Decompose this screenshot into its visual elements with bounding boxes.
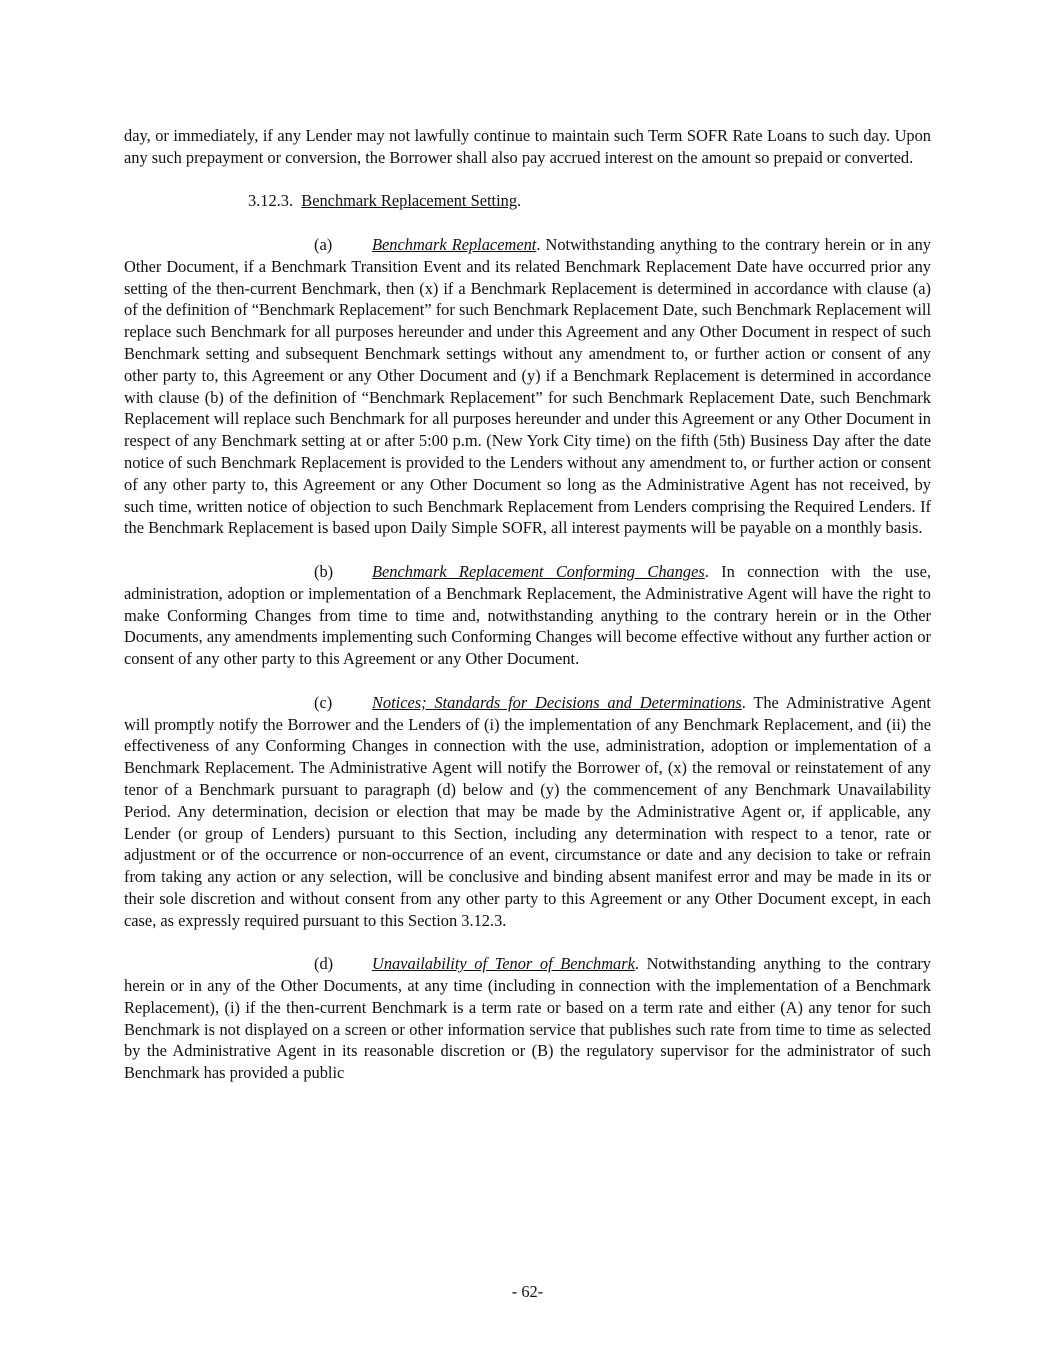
subsection-b <box>124 561 931 670</box>
subsection-a <box>124 234 931 539</box>
section-number: 3.12.3. <box>248 191 294 211</box>
document-page <box>124 125 931 1106</box>
section-title-period: . <box>517 191 522 211</box>
subsection-d <box>124 953 931 1084</box>
subsection-caption: Notices; Standards for Decisions and Determinations <box>372 692 742 712</box>
subsection-body: . In connection with the use, administration, adoption or implementation of a Benchmark Replacement, the Administrative Agent will have the right to make Conforming Changes from time to time and, notwithstanding anything to the contrary herein or in the Other Documents, any amendments implementing such Conforming Changes will become effective without any further action or consent of any other party to this Agreement or any Other Document. <box>124 561 931 669</box>
subsection-caption: Benchmark Replacement Conforming Changes <box>372 561 705 581</box>
subsection-caption: Benchmark Replacement <box>372 234 537 254</box>
subsection-c <box>124 692 931 932</box>
page-number: - 62- <box>511 1282 544 1301</box>
subsection-label: (c) <box>314 692 333 712</box>
intro-paragraph: day, or immediately, if any Lender may not lawfully continue to maintain such Term SOFR Rate Loans to such day. Upon any such prepayment or conversion, the Borrower shall also pay accrued interest on the amount so prepaid or converted. <box>124 126 931 167</box>
subsection-body: . Notwithstanding anything to the contrary herein or in any Other Document, if a Benchmark Transition Event and its related Benchmark Replacement Date have occurred prior any setting of the then-current Benchmark, then (x) if a Benchmark Replacement is determined in accordance with clause (a) of the definition of “Benchmark Replacement” for such Benchmark Replacement Date, such Benchmark Replacement will replace such Benchmark for all purposes hereunder and under this Agreement and any Other Document in respect of such Benchmark setting and subsequent Benchmark settings without any amendment to, or further action or consent of any other party to, this Agreement or any Other Document and (y) if a Benchmark Replacement is determined in accordance with clause (b) of the definition of “Benchmark Replacement” for such Benchmark Replacement Date, such Benchmark Replacement will replace such Benchmark for all purposes hereunder and under this Agreement or any Other Document in respect of any Benchmark setting at or after 5:00 p.m. (New York City time) on the fifth (5th) Business Day after the date notice of such Benchmark Replacement is provided to the Lenders without any amendment to, or further action or consent of any other party to, this Agreement or any Other Document so long as the Administrative Agent has not received, by such time, written notice of objection to such Benchmark Replacement from Lenders comprising the Required Lenders. If the Benchmark Replacement is based upon Daily Simple SOFR, all interest payments will be payable on a monthly basis. <box>124 234 931 538</box>
subsection-caption: Unavailability of Tenor of Benchmark <box>372 954 635 974</box>
section-title: Benchmark Replacement Setting <box>301 191 518 211</box>
subsection-body: . Notwithstanding anything to the contrary herein or in any of the Other Documents, at any time (including in connection with the implementation of a Benchmark Replacement), (i) if the then-current Benchmark is a term rate or based on a term rate and either (A) any tenor for such Benchmark is not displayed on a screen or other information service that publishes such rate from time to time as selected by the Administrative Agent in its reasonable discretion or (B) the regulatory supervisor for the administrator of such Benchmark has provided a public <box>124 954 932 1083</box>
subsection-label: (a) <box>314 234 333 254</box>
subsection-label: (b) <box>314 561 334 581</box>
section-heading <box>124 190 931 212</box>
subsection-body: . The Administrative Agent will promptly notify the Borrower and the Lenders of (i) the implementation of any Benchmark Replacement, and (ii) the effectiveness of any Conforming Changes in connection with the use, administration, adoption or implementation of a Benchmark Replacement. The Administrative Agent will notify the Borrower of, (x) the removal or reinstatement of any tenor of a Benchmark pursuant to paragraph (d) below and (y) the commencement of any Benchmark Unavailability Period. Any determination, decision or election that may be made by the Administrative Agent or, if applicable, any Lender (or group of Lenders) pursuant to this Section, including any determination with respect to a tenor, rate or adjustment or of the occurrence or non-occurrence of an event, circumstance or date and any decision to take or refrain from taking any action or any selection, will be conclusive and binding absent manifest error and may be made in its or their sole discretion and without consent from any other party to this Agreement or any Other Document except, in each case, as expressly required pursuant to this Section 3.12.3. <box>124 692 931 930</box>
subsection-label: (d) <box>314 954 334 974</box>
